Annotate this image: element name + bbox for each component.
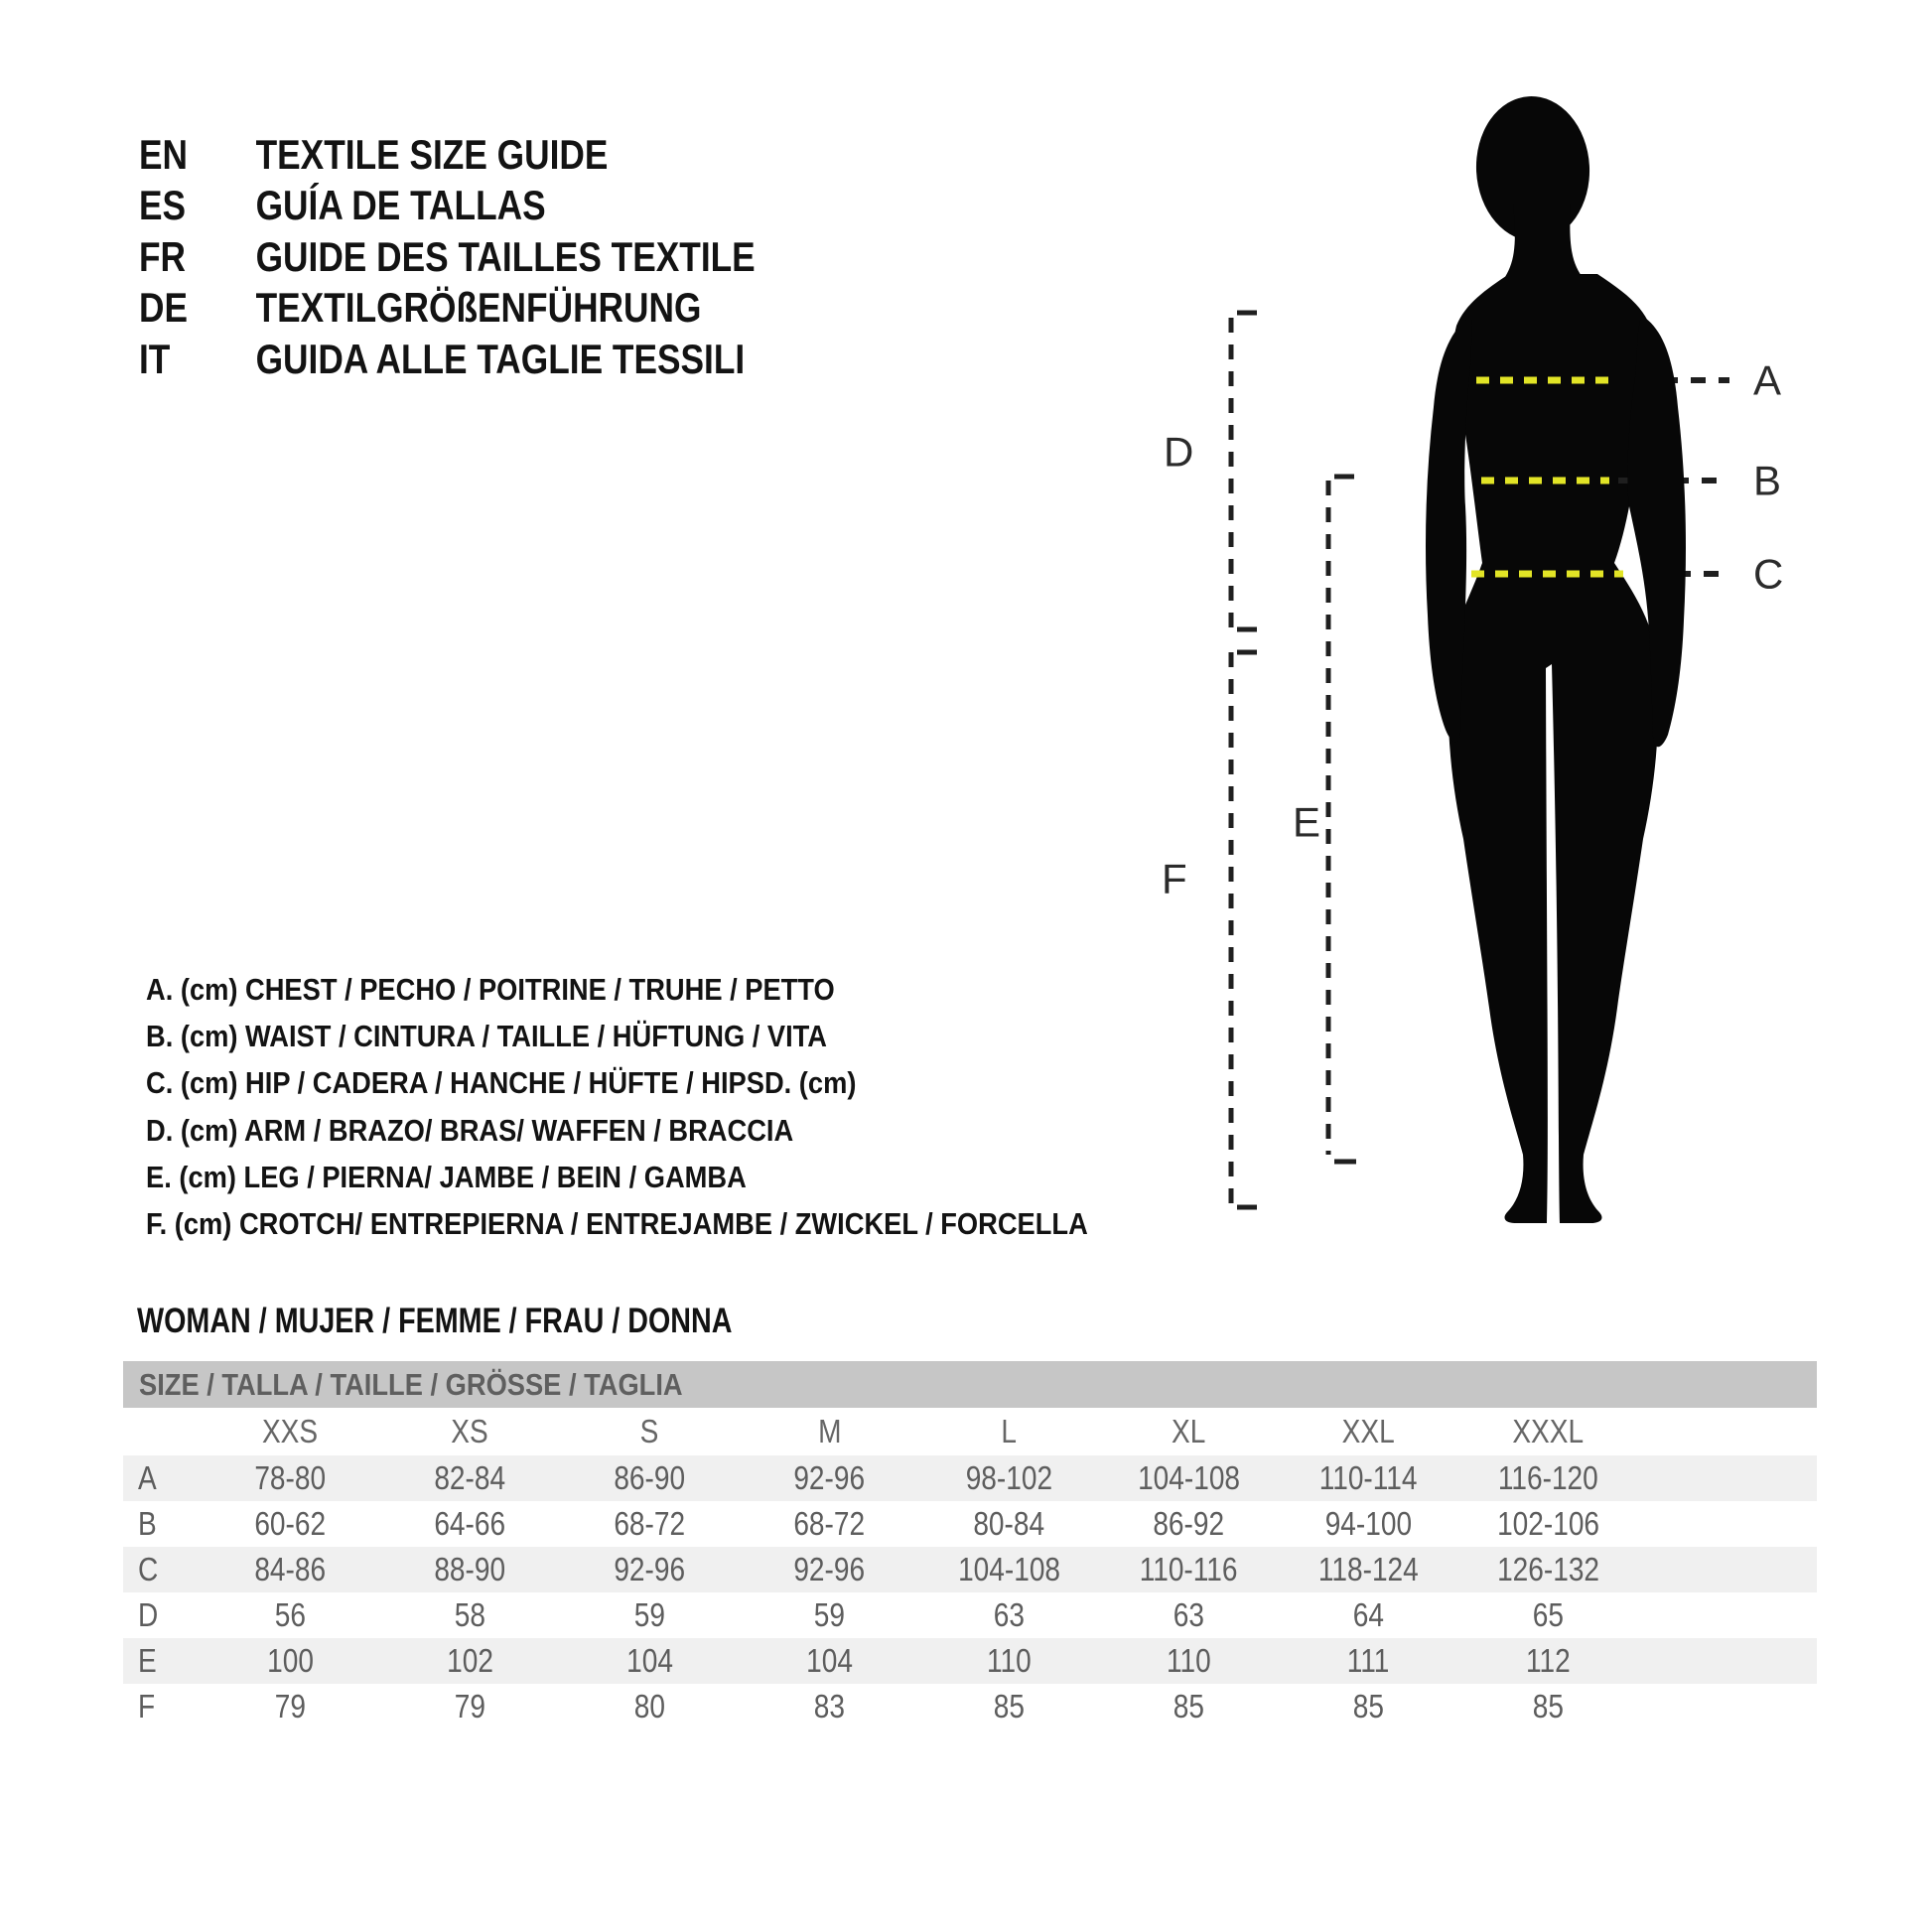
language-row [139, 283, 890, 335]
table-row [123, 1455, 1817, 1501]
table-cell: 110 [1167, 1642, 1211, 1679]
table-cell: 80 [633, 1688, 666, 1724]
table-cell: 92-96 [793, 1551, 866, 1587]
table-cell: 78-80 [254, 1459, 327, 1496]
table-cell: 94-100 [1324, 1505, 1413, 1542]
table-row [123, 1501, 1817, 1547]
arm-label: D [1164, 428, 1194, 476]
table-row [123, 1592, 1817, 1638]
row-label: F [138, 1688, 156, 1724]
size-table [123, 1361, 1817, 1729]
table-cell: 82-84 [434, 1459, 506, 1496]
size-table-header-band [123, 1361, 1817, 1408]
guide-title: GUIDE DES TAILLES TEXTILE [255, 232, 756, 280]
table-cell: 79 [274, 1688, 307, 1724]
silhouette-torso-legs [1449, 274, 1659, 1223]
guide-title: GUIDA ALLE TAGLIE TESSILI [255, 335, 746, 382]
table-cell: 59 [633, 1596, 666, 1633]
row-label: D [138, 1596, 159, 1633]
language-row [139, 181, 890, 232]
legend-item-hip: C. (cm) HIP / CADERA / HANCHE / HÜFTE / HIPSD. (cm) [146, 1065, 857, 1101]
audience-heading: WOMAN / MUJER / FEMME / FRAU / DONNA [137, 1302, 733, 1340]
table-cell: 68-72 [614, 1505, 686, 1542]
language-row [139, 129, 890, 181]
table-cell: 58 [454, 1596, 486, 1633]
table-cell: 60-62 [254, 1505, 327, 1542]
crotch-label: F [1162, 855, 1187, 902]
table-cell: 104 [806, 1642, 853, 1679]
table-cell: 102 [447, 1642, 493, 1679]
table-cell: 100 [267, 1642, 314, 1679]
legend-item-chest: A. (cm) CHEST / PECHO / POITRINE / TRUHE / PETTO [146, 971, 835, 1007]
table-cell: 110 [987, 1642, 1032, 1679]
column-header: XXL [1341, 1413, 1396, 1449]
woman-silhouette [1449, 93, 1659, 1223]
table-cell: 116-120 [1498, 1459, 1598, 1496]
table-cell: 64-66 [434, 1505, 506, 1542]
table-cell: 118-124 [1318, 1551, 1419, 1587]
waist-label: B [1753, 457, 1782, 504]
table-cell: 64 [1352, 1596, 1385, 1633]
legend-item-waist: B. (cm) WAIST / CINTURA / TAILLE / HÜFTUNG / VITA [146, 1018, 828, 1053]
language-code: ES [139, 182, 187, 229]
guide-title: GUÍA DE TALLAS [255, 182, 546, 229]
table-cell: 63 [1173, 1596, 1205, 1633]
table-cell: 59 [813, 1596, 846, 1633]
row-label: C [138, 1551, 159, 1587]
table-cell: 104-108 [958, 1551, 1060, 1587]
hip-label: C [1753, 550, 1784, 598]
size-table-column-headers [123, 1408, 1817, 1455]
table-cell: 102-106 [1497, 1505, 1599, 1542]
chest-label: A [1753, 356, 1782, 404]
guide-title: TEXTILGRÖßENFÜHRUNG [255, 284, 702, 332]
table-row [123, 1547, 1817, 1592]
language-row [139, 231, 890, 283]
table-cell: 84-86 [254, 1551, 327, 1587]
table-cell: 63 [993, 1596, 1026, 1633]
table-cell: 126-132 [1497, 1551, 1599, 1587]
measurement-legend [146, 966, 1216, 1248]
language-code: EN [139, 130, 189, 178]
column-header: M [817, 1413, 842, 1449]
table-cell: 110-114 [1319, 1459, 1418, 1496]
legend-item-leg: E. (cm) LEG / PIERNA/ JAMBE / BEIN / GAMBA [146, 1159, 747, 1194]
table-cell: 92-96 [614, 1551, 686, 1587]
row-label: A [138, 1459, 157, 1496]
row-label: B [138, 1505, 157, 1542]
table-cell: 104-108 [1138, 1459, 1240, 1496]
language-title-block [139, 129, 1033, 385]
table-row [123, 1684, 1817, 1729]
language-code: IT [139, 335, 171, 382]
column-header: XXXL [1512, 1413, 1585, 1449]
table-cell: 65 [1532, 1596, 1565, 1633]
body-measurement-figure [1122, 79, 1876, 1291]
table-cell: 85 [1532, 1688, 1565, 1724]
table-cell: 104 [626, 1642, 673, 1679]
language-code: FR [139, 232, 187, 280]
table-cell: 85 [993, 1688, 1026, 1724]
guide-title: TEXTILE SIZE GUIDE [255, 130, 609, 178]
column-header: XXS [262, 1413, 319, 1449]
table-cell: 111 [1347, 1642, 1390, 1679]
table-cell: 85 [1173, 1688, 1205, 1724]
table-cell: 86-92 [1153, 1505, 1225, 1542]
column-header: XS [451, 1413, 489, 1449]
column-header: L [1001, 1413, 1018, 1449]
table-cell: 112 [1526, 1642, 1571, 1679]
table-cell: 80-84 [973, 1505, 1045, 1542]
table-cell: 98-102 [965, 1459, 1053, 1496]
legend-item-crotch: F. (cm) CROTCH/ ENTREPIERNA / ENTREJAMBE / ZWICKEL / FORCELLA [146, 1206, 1088, 1242]
language-row [139, 334, 890, 385]
table-cell: 92-96 [793, 1459, 866, 1496]
table-cell: 56 [274, 1596, 307, 1633]
table-cell: 83 [813, 1688, 846, 1724]
column-header: XL [1172, 1413, 1206, 1449]
table-row [123, 1638, 1817, 1684]
table-cell: 79 [454, 1688, 486, 1724]
table-cell: 68-72 [793, 1505, 866, 1542]
table-cell: 88-90 [434, 1551, 506, 1587]
row-label: E [138, 1642, 157, 1679]
legend-item-arm: D. (cm) ARM / BRAZO/ BRAS/ WAFFEN / BRACCIA [146, 1112, 794, 1148]
measure-brackets [1231, 313, 1356, 1207]
size-table-header-text: SIZE / TALLA / TAILLE / GRÖSSE / TAGLIA [139, 1366, 683, 1402]
table-cell: 110-116 [1140, 1551, 1238, 1587]
table-cell: 86-90 [614, 1459, 686, 1496]
table-cell: 85 [1352, 1688, 1385, 1724]
leg-label: E [1293, 798, 1321, 846]
language-code: DE [139, 284, 189, 332]
column-header: S [640, 1413, 659, 1449]
